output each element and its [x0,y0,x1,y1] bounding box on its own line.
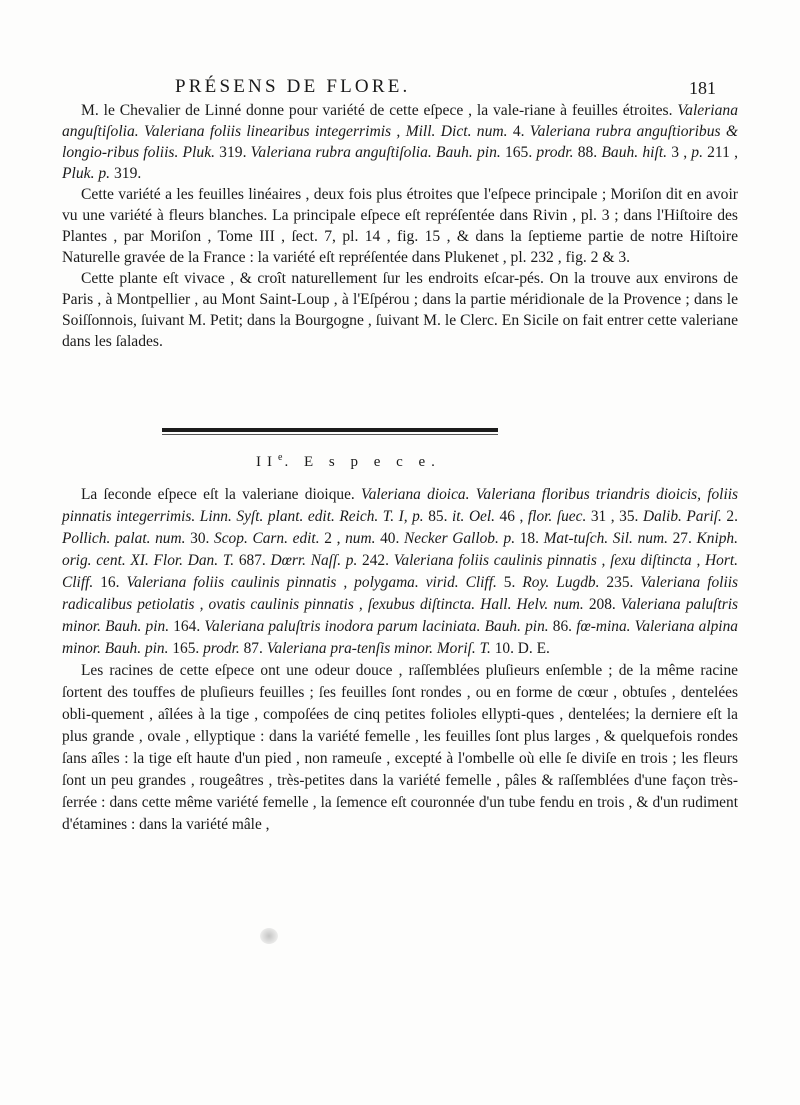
text-segment: 242. [357,552,394,569]
italic-text-segment: p. [691,144,703,161]
italic-text-segment: prodr. [203,640,240,657]
text-segment: 211 , [702,144,739,161]
italic-text-segment: Valeriana paluſtris inodora parum laciniata. Bauh. pin. [204,618,549,635]
section-title: . E s p e c e. [284,454,441,470]
text-segment: Cette variété a les feuilles linéaires , deux fois plus étroites que l'eſpece principale ; Moriſon dit en avoir vu une variété à fleurs blanches. La principale eſpece eſt repréſentée dans Rivin , pl. 3 ; dans l'Hiſtoire des Plantes , par Moriſon , Tome III , ſect. 7, pl. 14 , fig. 15 , & dans la ſeptieme partie de notre Hiſtoire Naturelle gravée de la France : la variété eſt repréſentée dans Plukenet , pl. 232 , fig. 2 & 3. [62,186,738,266]
section-number: II [256,454,278,470]
paragraph-variety-description [62,184,738,268]
text-segment: 31 , 35. [586,508,643,525]
ink-blot [260,928,278,944]
italic-text-segment: fœ-mina. Valeriana alpina minor. Bauh. pin. [62,618,738,657]
text-segment: 165. [168,640,204,657]
italic-text-segment: Valeriana rubra anguſtioribus & longio-ribus foliis. Pluk. [62,123,738,161]
text-segment: 235. [599,574,641,591]
text-segment: 319. [110,165,142,182]
text-segment: 40. [375,530,404,547]
text-segment: 27. [667,530,697,547]
italic-text-segment: num. [345,530,376,547]
text-segment: Les racines de cette eſpece ont une odeur douce , raſſemblées pluſieurs enſemble ; de la même racine ſortent des touffes de pluſieurs feuilles ; ſes feuilles ſont rondes , ou en forme de cœur , obtuſes , dentelées obli-quement , aîlées à la tige , compoſées de cinq petites folioles ellypti-ques , dentelées; la derniere eſt la plus grande , ovale , ellyptique : dans la variété femelle , les feuilles ſont plus larges , & quelquefois rondes ſans aîles : la tige eſt haute d'un pied , non rameuſe , excepté à l'ombelle où elle ſe diviſe en trois ; les fleurs ſont un peu grandes , rougeâtres , très-petites dans la variété femelle , pâles & raſſemblées d'une façon très-ſerrée : dans cette même variété femelle , la ſemence eſt couronnée d'un tube fendu en trois , & d'un rudiment d'étamines : dans la variété mâle , [62,662,738,833]
text-segment: 687. [234,552,271,569]
running-title: PRÉSENS DE FLORE. [175,76,411,97]
italic-text-segment: Scop. Carn. edit. [214,530,320,547]
section-divider-thin [162,434,498,435]
paragraph-habitat [62,268,738,352]
italic-text-segment: Dalib. Pariſ. [642,508,722,525]
italic-text-segment: Valeriana foliis radicalibus petiolatis , ovatis caulinis pinnatis , ſexubus diſtincta. Hall. Helv. num. [62,574,738,613]
text-segment: Cette plante eſt vivace , & croît naturellement ſur les endroits eſcar-pés. On la trouve aux environs de Paris , à Montpellier , au Mont Saint-Loup , à l'Eſpérou ; dans la partie méridionale de la Provence ; dans le Soiſſonnois, ſuivant M. Petit; dans la Bourgogne , ſuivant M. le Clerc. En Sicile on fait entrer cette valeriane dans les ſalades. [62,270,738,350]
italic-text-segment: prodr. [536,144,574,161]
text-segment: 4. [507,123,530,140]
text-segment: 86. [548,618,577,635]
page-header [0,76,800,102]
italic-text-segment: Dœrr. Naſſ. p. [270,552,358,569]
italic-text-segment: Pollich. palat. num. [62,530,186,547]
italic-text-segment: Mat-tuſch. Sil. num. [543,530,668,547]
text-segment: 319. [215,144,251,161]
italic-text-segment: Necker Gallob. p. [404,530,516,547]
text-segment: 85. [423,508,452,525]
bottom-text-block [62,484,738,836]
section-divider-thick [162,428,498,432]
italic-text-segment: Valeriana pra-tenſis minor. Moriſ. T. [266,640,491,657]
italic-text-segment: flor. ſuec. [527,508,587,525]
text-segment: 30. [185,530,215,547]
section-heading [0,452,800,471]
italic-text-segment: Valeriana dioica. Valeriana floribus triandris dioicis, foliis pinnatis integerrimis. Linn. Syſt. plant. edit. Reich. T. I, p. [62,486,738,525]
italic-text-segment: Pluk. p. [62,165,111,182]
text-segment: 165. [500,144,537,161]
paragraph-dioica-synonyms [62,484,738,660]
text-segment: 46 , [495,508,528,525]
text-segment: 10. D. E. [490,640,550,657]
italic-text-segment: Valeriana foliis caulinis pinnatis , polygama. virid. Cliff. [126,574,497,591]
page-number: 181 [689,78,716,98]
text-segment: 2 , [319,530,346,547]
italic-text-segment: Valeriana paluſtris minor. Bauh. pin. [62,596,738,635]
italic-text-segment: Bauh. hiſt. [601,144,668,161]
text-segment: 18. [515,530,544,547]
section-number-suffix: e [278,452,285,463]
italic-text-segment: Kniph. orig. cent. XI. Flor. Dan. T. [62,530,738,569]
text-segment: 5. [496,574,523,591]
text-segment: 3 , [667,144,692,161]
text-segment: 87. [239,640,267,657]
italic-text-segment: Valeriana anguſtiſolia. Valeriana foliis linearibus integerrimis , Mill. Dict. num. [62,102,738,140]
text-segment: 208. [583,596,621,613]
text-segment: 16. [93,574,127,591]
text-segment: M. le Chevalier de Linné donne pour variété de cette eſpece , la vale-riane à feuilles étroites. [81,102,678,119]
text-segment: 2. [721,508,738,525]
italic-text-segment: it. Oel. [452,508,496,525]
italic-text-segment: Valeriana foliis caulinis pinnatis , ſexu diſtincta , Hort. Cliff. [62,552,738,591]
text-segment: 164. [169,618,205,635]
text-segment: 88. [573,144,602,161]
text-segment: La ſeconde eſpece eſt la valeriane dioique. [81,486,362,503]
italic-text-segment: Roy. Lugdb. [522,574,600,591]
paragraph-dioica-description [62,660,738,836]
paragraph-linne-variety [62,100,738,184]
italic-text-segment: Valeriana rubra anguſtiſolia. Bauh. pin. [250,144,501,161]
top-text-block [62,100,738,352]
